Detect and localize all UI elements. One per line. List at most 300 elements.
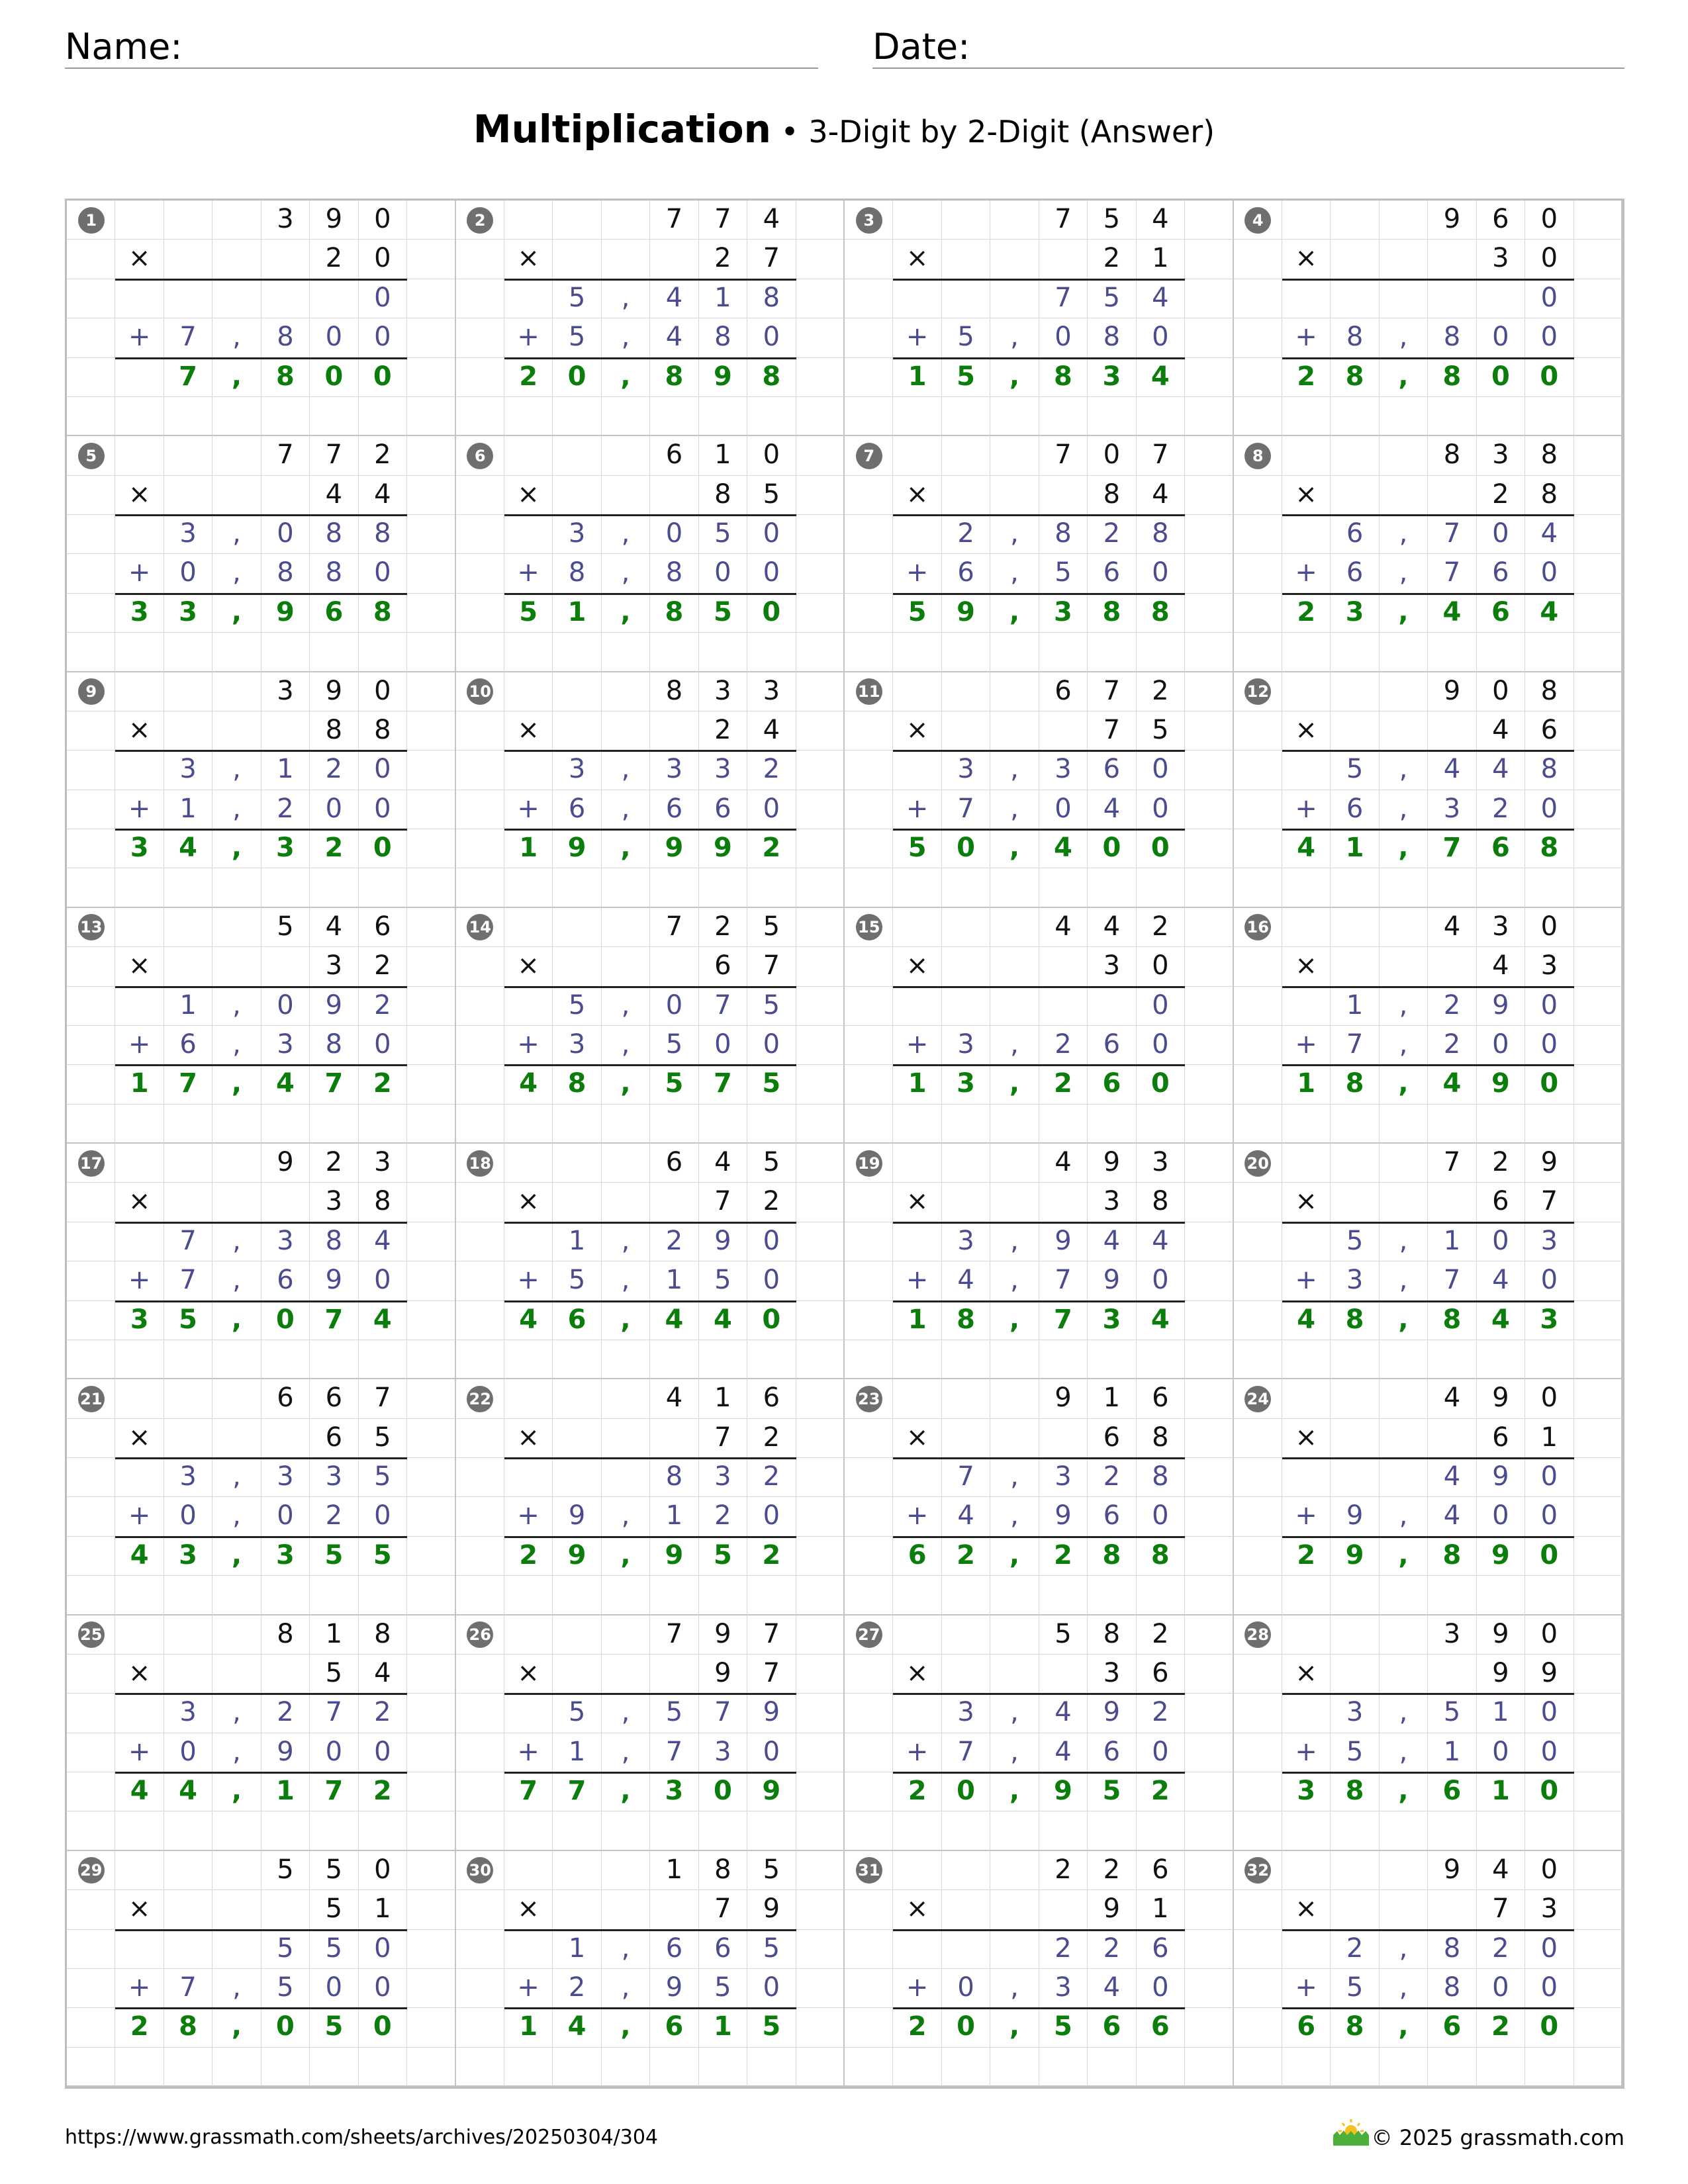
grid-cell [504,1379,553,1418]
answer-digit: , [1380,358,1428,397]
grid-cell [212,476,261,515]
grid-cell [650,1340,698,1379]
problem-number-badge: 30 [467,1857,493,1884]
multiplicand-digit: 4 [1039,1144,1088,1183]
grid-cell [990,240,1039,279]
grid-cell [602,711,650,751]
partial-product-digit: 5 [1428,1694,1476,1733]
grid-cell [990,1811,1039,1850]
multiplicand-digit: 4 [1039,908,1088,947]
partial-product-digit: , [1380,1222,1428,1261]
grid-cell [67,1026,115,1065]
grid-cell [1331,1458,1379,1497]
sum-rule [504,1772,796,1774]
sum-rule [1282,357,1574,359]
sum-rule [1282,750,1574,752]
grid-cell [1331,436,1379,475]
partial-product-digit: , [602,987,650,1026]
answer-digit: , [602,2008,650,2047]
times-sign: × [115,1183,164,1222]
plus-sign: + [893,554,941,593]
grid-cell [359,1576,407,1615]
grid-cell [1428,1340,1476,1379]
partial-product-digit: 7 [699,987,747,1026]
plus-sign: + [115,1497,164,1536]
multiplicand-digit: 7 [699,201,747,240]
grid-cell [990,1419,1039,1458]
partial-product-digit: 8 [261,554,310,593]
grid-cell [699,1340,747,1379]
answer-digit: 0 [1525,358,1573,397]
answer-digit: 9 [553,1537,601,1576]
answer-digit: 6 [1477,829,1525,868]
grid-cell [261,1655,310,1694]
grid-cell [893,672,941,711]
multiplicand-digit: 2 [1088,1851,1136,1890]
grid-cell [407,1733,455,1772]
answer-digit: 2 [747,829,796,868]
partial-product-digit: 4 [1137,1222,1185,1261]
multiplicand-digit: 6 [747,1379,796,1418]
partial-product-digit: 3 [1039,1458,1088,1497]
partial-product-digit: 0 [1137,790,1185,829]
multiplier-digit: 4 [359,1655,407,1694]
answer-digit: 0 [1525,1065,1573,1104]
sum-rule [504,1222,796,1224]
multiplier-digit: 3 [310,1183,358,1222]
plus-sign: + [893,1026,941,1065]
grid-cell [1574,476,1622,515]
footer-copyright: © 2025 grassmath.com [1371,2125,1624,2150]
grid-cell [1234,1222,1282,1261]
partial-product-digit: 6 [699,790,747,829]
multiplicand-digit: 7 [261,436,310,475]
answer-digit: 1 [699,2008,747,2047]
grid-cell [990,1144,1039,1183]
grid-cell [1185,1458,1233,1497]
multiplier-digit: 0 [1137,947,1185,986]
grid-cell [1088,633,1136,672]
answer-digit: 3 [115,1301,164,1340]
answer-digit: , [1380,2008,1428,2047]
grid-cell [1331,397,1379,436]
multiplicand-digit: 7 [1039,201,1088,240]
grid-cell [796,790,845,829]
grid-cell [504,1105,553,1144]
partial-product-digit: 0 [310,318,358,357]
grid-cell [407,1497,455,1536]
date-field[interactable] [872,25,1624,69]
grid-cell [164,436,212,475]
answer-digit: 4 [1282,1301,1331,1340]
grid-cell [1234,240,1282,279]
grid-cell [212,711,261,751]
partial-product-digit: 9 [310,1261,358,1300]
times-sign: × [1282,711,1331,751]
grid-cell [1185,1772,1233,1811]
footer-url[interactable]: https://www.grassmath.com/sheets/archives/20250304/304 [65,2126,659,2149]
partial-product-digit: 0 [359,1930,407,1969]
grid-cell [1428,1811,1476,1850]
grid-cell [893,908,941,947]
grid-cell [893,1851,941,1890]
grid-cell [602,436,650,475]
multiplicand-digit: 1 [699,436,747,475]
grid-cell [212,672,261,711]
partial-product-digit: , [212,1969,261,2008]
multiplicand-digit: 7 [650,201,698,240]
grid-cell [261,397,310,436]
grid-cell [845,1655,893,1694]
grid-cell [456,1261,504,1300]
partial-product-digit: 0 [650,987,698,1026]
grid-cell [1234,1890,1282,1929]
times-sign: × [893,711,941,751]
grid-cell [67,1969,115,2008]
grid-cell [456,1183,504,1222]
grid-cell [796,515,845,554]
grid-cell [212,397,261,436]
grid-cell [1234,1183,1282,1222]
partial-product-digit: 3 [699,1733,747,1772]
partial-product-digit: 6 [164,1026,212,1065]
answer-digit: 1 [893,1301,941,1340]
partial-product-digit: 7 [164,1969,212,2008]
grid-cell [796,1576,845,1615]
sum-rule [504,1457,796,1459]
times-sign: × [893,1655,941,1694]
sum-rule [504,1536,796,1538]
partial-product-digit: 0 [1477,1497,1525,1536]
answer-digit: 0 [747,1301,796,1340]
partial-product-digit: 0 [1525,1497,1573,1536]
grid-cell [407,554,455,593]
grid-cell [115,1379,164,1418]
multiplicand-digit: 1 [699,1379,747,1418]
grid-cell [115,987,164,1026]
grid-cell [845,987,893,1026]
partial-product-digit: 2 [553,1969,601,2008]
grid-cell [845,1772,893,1811]
grid-cell [359,633,407,672]
grid-cell [1574,751,1622,790]
partial-product-digit: 8 [261,318,310,357]
grid-cell [893,436,941,475]
grid-cell [164,947,212,986]
grid-cell [1185,1105,1233,1144]
grid-cell [796,1458,845,1497]
partial-product-digit: 9 [1039,1222,1088,1261]
grid-cell [1477,633,1525,672]
grid-cell [310,1105,358,1144]
partial-product-digit: , [990,1261,1039,1300]
grid-cell [67,2048,115,2087]
grid-cell [553,633,601,672]
partial-product-digit: 0 [747,554,796,593]
grid-cell [796,1694,845,1733]
grid-cell [1282,1930,1331,1969]
grid-cell [310,1811,358,1850]
grid-cell [796,868,845,907]
multiplier-digit: 9 [747,1890,796,1929]
multiplier-digit: 2 [747,1183,796,1222]
grid-cell [990,1890,1039,1929]
grid-cell [407,1772,455,1811]
grid-cell [942,1655,990,1694]
answer-digit: , [212,358,261,397]
grid-cell [261,2048,310,2087]
grid-cell [1185,868,1233,907]
grid-cell [796,436,845,475]
grid-cell [1282,1615,1331,1655]
grid-cell [602,1576,650,1615]
grid-cell [1477,2048,1525,2087]
grid-cell [845,476,893,515]
problem-number-badge: 2 [467,207,493,234]
problem-number-badge: 3 [856,207,882,234]
partial-product-digit: 9 [1088,1261,1136,1300]
partial-product-digit: 6 [1088,554,1136,593]
multiplicand-digit: 6 [1137,1379,1185,1418]
grid-cell [553,908,601,947]
grid-cell [1234,1537,1282,1576]
sum-rule [115,1929,407,1931]
multiplicand-digit: 3 [1137,1144,1185,1183]
problem-number-badge: 9 [78,678,105,705]
grid-cell [893,515,941,554]
grid-cell [1380,1576,1428,1615]
answer-digit: 5 [310,1537,358,1576]
answer-digit: 8 [261,358,310,397]
problem-number-badge: 8 [1244,443,1271,469]
grid-cell [456,1497,504,1536]
grid-cell [893,987,941,1026]
grid-cell [845,1969,893,2008]
grid-cell [1234,1969,1282,2008]
grid-cell [796,987,845,1026]
grid-cell [407,476,455,515]
grid-cell [1282,1694,1331,1733]
grid-cell [261,1811,310,1850]
grid-cell [602,1458,650,1497]
answer-digit: 6 [1137,2008,1185,2047]
partial-product-digit: , [990,515,1039,554]
grid-cell [261,240,310,279]
partial-product-digit: 0 [261,515,310,554]
grid-cell [990,947,1039,986]
grid-cell [990,1930,1039,1969]
grid-cell [893,397,941,436]
grid-cell [1282,1576,1331,1615]
multiplier-digit: 7 [747,947,796,986]
grid-cell [1380,279,1428,318]
grid-cell [1185,2048,1233,2087]
grid-cell [1234,515,1282,554]
sum-rule [115,1693,407,1695]
answer-digit: 6 [1428,1772,1476,1811]
grid-cell [1234,594,1282,633]
grid-cell [1282,1105,1331,1144]
answer-digit: 0 [261,2008,310,2047]
multiplier-digit: 2 [699,240,747,279]
grid-cell [1185,1340,1233,1379]
grid-cell [845,1183,893,1222]
answer-digit: 2 [1137,1772,1185,1811]
grid-cell [164,1851,212,1890]
partial-product-digit: 4 [359,1222,407,1261]
multiplier-digit: 8 [1137,1183,1185,1222]
grid-cell [212,2048,261,2087]
name-field[interactable] [65,25,818,69]
grid-cell [602,2048,650,2087]
grid-cell [1185,790,1233,829]
grid-cell [845,2008,893,2047]
answer-digit: 0 [1137,829,1185,868]
grid-cell [553,1851,601,1890]
multiplier-digit: 9 [1088,1890,1136,1929]
partial-product-digit: 2 [747,1458,796,1497]
partial-product-digit: 0 [164,1733,212,1772]
grid-cell [115,1615,164,1655]
grid-cell [67,1811,115,1850]
grid-cell [942,1890,990,1929]
answer-digit: 1 [893,1065,941,1104]
grid-cell [553,476,601,515]
problem-number-badge: 21 [78,1386,105,1412]
plus-sign: + [1282,790,1331,829]
grid-cell [1574,987,1622,1026]
grid-cell [1380,672,1428,711]
grid-cell [504,1851,553,1890]
answer-digit: 3 [164,594,212,633]
grid-cell [1185,554,1233,593]
grid-cell [796,947,845,986]
grid-cell [407,1694,455,1733]
grid-cell [261,711,310,751]
multiplier-digit: 8 [310,711,358,751]
answer-digit: 8 [1088,1537,1136,1576]
answer-digit: 4 [1525,594,1573,633]
grid-cell [553,1340,601,1379]
plus-sign: + [504,1733,553,1772]
grid-cell [1234,318,1282,357]
grid-cell [1088,2048,1136,2087]
answer-digit: 7 [1428,829,1476,868]
times-sign: × [893,1419,941,1458]
grid-cell [845,1222,893,1261]
partial-product-digit: 0 [1477,1733,1525,1772]
sum-rule [504,1929,796,1931]
partial-product-digit: , [212,790,261,829]
grid-cell [845,279,893,318]
grid-cell [990,672,1039,711]
multiplier-digit: 8 [1088,476,1136,515]
sum-rule [504,750,796,752]
sum-rule [893,986,1185,988]
grid-cell [504,1811,553,1850]
answer-digit: , [1380,1772,1428,1811]
answer-digit: , [1380,829,1428,868]
grid-cell [942,2048,990,2087]
multiplicand-digit: 3 [1477,436,1525,475]
grid-cell [650,868,698,907]
problem-number-badge: 27 [856,1621,882,1648]
grid-cell [115,1930,164,1969]
partial-product-digit: 2 [261,1694,310,1733]
grid-cell [1185,515,1233,554]
partial-product-digit: 0 [1137,1497,1185,1536]
multiplicand-digit: 3 [359,1144,407,1183]
partial-product-digit: 3 [164,1694,212,1733]
answer-digit: 4 [1137,1301,1185,1340]
partial-product-digit: 2 [650,1222,698,1261]
answer-digit: 2 [942,1537,990,1576]
multiplier-digit: 3 [1525,947,1573,986]
plus-sign: + [1282,554,1331,593]
grid-cell [164,868,212,907]
sum-rule [893,829,1185,831]
grid-cell [115,1222,164,1261]
answer-digit: 0 [942,829,990,868]
grid-cell [1331,279,1379,318]
sum-rule [115,750,407,752]
grid-cell [747,868,796,907]
grid-cell [845,868,893,907]
partial-product-digit: 5 [747,1930,796,1969]
multiplier-digit: 9 [699,1655,747,1694]
grid-cell [1574,515,1622,554]
grid-cell [67,1458,115,1497]
multiplicand-digit: 7 [747,1615,796,1655]
multiplier-digit: 7 [699,1890,747,1929]
partial-product-digit: 7 [1039,279,1088,318]
grid-cell [1185,240,1233,279]
grid-cell [893,201,941,240]
grid-cell [67,1930,115,1969]
partial-product-digit: 0 [359,1969,407,2008]
sum-rule [1282,1772,1574,1774]
grid-cell [212,1851,261,1890]
partial-product-digit: , [602,1694,650,1733]
sum-rule [504,1064,796,1066]
grid-cell [1039,1340,1088,1379]
grid-cell [407,1065,455,1104]
grid-cell [115,1851,164,1890]
grid-cell [212,868,261,907]
grid-cell [310,1576,358,1615]
grid-cell [1282,2048,1331,2087]
sum-rule [1282,279,1574,281]
partial-product-digit: 5 [699,515,747,554]
partial-product-digit: 8 [699,318,747,357]
grid-cell [990,397,1039,436]
grid-cell [893,1458,941,1497]
multiplicand-digit: 6 [1477,201,1525,240]
answer-digit: 3 [261,1537,310,1576]
multiplicand-digit: 0 [1525,201,1573,240]
grid-cell [1282,1851,1331,1890]
grid-cell [1331,711,1379,751]
sum-rule [893,357,1185,359]
multiplicand-digit: 3 [747,672,796,711]
grid-cell [845,397,893,436]
partial-product-digit: 1 [164,987,212,1026]
grid-cell [1525,1811,1573,1850]
grid-cell [893,2048,941,2087]
answer-digit: 5 [699,1537,747,1576]
partial-product-digit: 1 [699,279,747,318]
sum-rule [115,593,407,595]
